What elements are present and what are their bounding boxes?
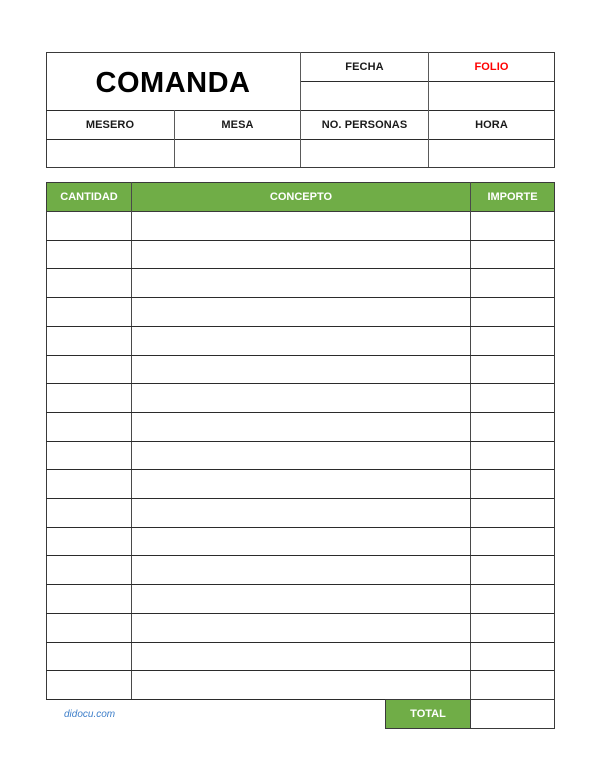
cantidad-cell[interactable] bbox=[47, 212, 131, 240]
importe-cell[interactable] bbox=[471, 614, 554, 642]
cantidad-cell[interactable] bbox=[47, 384, 131, 412]
concepto-cell[interactable] bbox=[132, 528, 470, 556]
concepto-cell[interactable] bbox=[132, 241, 470, 269]
concepto-cell[interactable] bbox=[132, 470, 470, 498]
cantidad-cell[interactable] bbox=[47, 614, 131, 642]
fecha-label: FECHA bbox=[345, 61, 384, 73]
total-field[interactable] bbox=[470, 699, 555, 729]
importe-cell[interactable] bbox=[471, 384, 554, 412]
hora-field[interactable] bbox=[429, 140, 554, 167]
cantidad-cell[interactable] bbox=[47, 442, 131, 470]
importe-cell[interactable] bbox=[471, 499, 554, 527]
concepto-cell[interactable] bbox=[132, 556, 470, 584]
cantidad-cell[interactable] bbox=[47, 499, 131, 527]
concepto-cell[interactable] bbox=[132, 643, 470, 671]
total-label: TOTAL bbox=[385, 699, 471, 729]
column-header-cantidad: CANTIDAD bbox=[60, 191, 118, 203]
personas-field[interactable] bbox=[301, 140, 428, 167]
watermark: didocu.com bbox=[64, 709, 116, 720]
cantidad-cell[interactable] bbox=[47, 269, 131, 297]
fecha-field[interactable] bbox=[301, 82, 428, 110]
concepto-cell[interactable] bbox=[132, 212, 470, 240]
cantidad-cell[interactable] bbox=[47, 671, 131, 699]
importe-cell[interactable] bbox=[471, 470, 554, 498]
mesero-label: MESERO bbox=[85, 119, 135, 131]
concepto-cell[interactable] bbox=[132, 356, 470, 384]
importe-cell[interactable] bbox=[471, 528, 554, 556]
cantidad-cell[interactable] bbox=[47, 298, 131, 326]
concepto-cell[interactable] bbox=[132, 442, 470, 470]
cantidad-cell[interactable] bbox=[47, 356, 131, 384]
concepto-cell[interactable] bbox=[132, 585, 470, 613]
importe-cell[interactable] bbox=[471, 241, 554, 269]
cantidad-cell[interactable] bbox=[47, 413, 131, 441]
importe-cell[interactable] bbox=[471, 643, 554, 671]
concepto-cell[interactable] bbox=[132, 614, 470, 642]
concepto-cell[interactable] bbox=[132, 499, 470, 527]
mesa-label: MESA bbox=[221, 119, 254, 131]
mesero-field[interactable] bbox=[46, 140, 174, 167]
importe-cell[interactable] bbox=[471, 671, 554, 699]
concepto-cell[interactable] bbox=[132, 413, 470, 441]
cantidad-cell[interactable] bbox=[47, 528, 131, 556]
cantidad-cell[interactable] bbox=[47, 585, 131, 613]
importe-cell[interactable] bbox=[471, 413, 554, 441]
importe-cell[interactable] bbox=[471, 356, 554, 384]
cantidad-cell[interactable] bbox=[47, 470, 131, 498]
personas-label: NO. PERSONAS bbox=[321, 119, 408, 131]
mesa-field[interactable] bbox=[175, 140, 300, 167]
concepto-cell[interactable] bbox=[132, 269, 470, 297]
column-header-concepto: CONCEPTO bbox=[269, 191, 333, 203]
concepto-cell[interactable] bbox=[132, 384, 470, 412]
cantidad-cell[interactable] bbox=[47, 556, 131, 584]
folio-field[interactable] bbox=[429, 82, 554, 110]
importe-cell[interactable] bbox=[471, 269, 554, 297]
cantidad-cell[interactable] bbox=[47, 241, 131, 269]
concepto-cell[interactable] bbox=[132, 298, 470, 326]
concepto-cell[interactable] bbox=[132, 327, 470, 355]
hora-label: HORA bbox=[475, 119, 508, 131]
importe-cell[interactable] bbox=[471, 298, 554, 326]
importe-cell[interactable] bbox=[471, 212, 554, 240]
importe-cell[interactable] bbox=[471, 442, 554, 470]
importe-cell[interactable] bbox=[471, 327, 554, 355]
cantidad-cell[interactable] bbox=[47, 643, 131, 671]
importe-cell[interactable] bbox=[471, 556, 554, 584]
document-title: COMANDA bbox=[95, 67, 251, 99]
cantidad-cell[interactable] bbox=[47, 327, 131, 355]
column-header-importe: IMPORTE bbox=[487, 191, 538, 203]
importe-cell[interactable] bbox=[471, 585, 554, 613]
folio-label: FOLIO bbox=[474, 61, 509, 73]
concepto-cell[interactable] bbox=[132, 671, 470, 699]
